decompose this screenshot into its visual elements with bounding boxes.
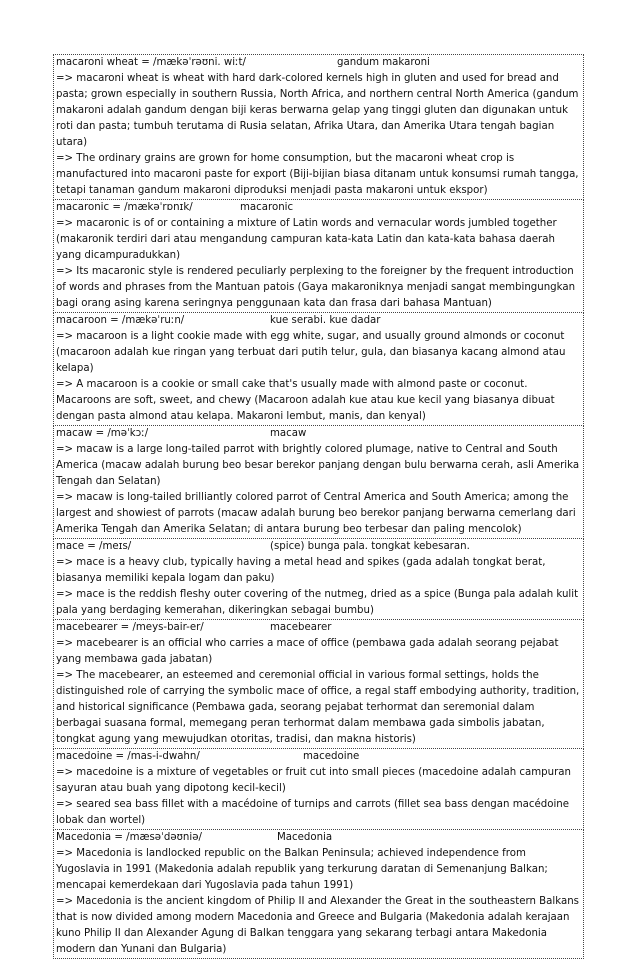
example-line: => Its macaronic style is rendered peculiarly perplexing to the foreigner by the frequent introduction of words and phrases from the Mantuan patois (Gaya makaroniknya menjadi sangat membingungkan bagi orang asing karena seringnya penggunaan kata dan frasa dari bahasa Mantuan) xyxy=(56,266,576,309)
example-line: => macaw is long-tailed brilliantly colored parrot of Central America and South America; among the largest and showiest of parrots (macaw adalah burung beo berekor panjang berwarna cemerlang dari Amerika Tengah dan Amerika Selatan; di antara burung beo terbesar dan paling mencolok) xyxy=(56,492,576,535)
entry-term: macaw = /məˈkɔː/ xyxy=(56,428,149,439)
definition-line: => mace is a heavy club, typically having a metal head and spikes (gada adalah tongkat berat, biasanya memiliki kepala logam dan paku) xyxy=(56,557,546,584)
definition-line: => Macedonia is landlocked republic on the Balkan Peninsula; achieved independence from Yugoslavia in 1991 (Makedonia adalah republik yang terkurung daratan di Semenanjung Balkan; mencapai kemerdekaan dari Yugoslavia pada tahun 1991) xyxy=(56,848,548,891)
entry-term: macaroon = /mækəˈruːn/ xyxy=(56,315,185,326)
entry-headline xyxy=(56,620,581,636)
entry-headline xyxy=(56,539,581,555)
entry-macaroon xyxy=(53,313,584,426)
entry-term: macedoine = /mas-i-dwahn/ xyxy=(56,751,200,762)
entry-term: mace = /meɪs/ xyxy=(56,541,132,552)
entry-headline xyxy=(56,426,581,442)
entry-headline xyxy=(56,55,581,71)
entry-headline xyxy=(56,200,581,216)
entry-macebearer xyxy=(53,620,584,749)
definition-line: => macebearer is an official who carries a mace of office (pembawa gada adalah seorang pejabat yang membawa gada jabatan) xyxy=(56,638,559,665)
entry-translation: macebearer xyxy=(270,622,332,633)
definition-line: => macaw is a large long-tailed parrot with brightly colored plumage, native to Central and South America (macaw adalah burung beo besar berekor panjang dengan bulu berwarna cerah, asli Amerika Tengah dan Selatan) xyxy=(56,444,580,487)
vocabulary-list xyxy=(53,54,584,959)
definition-line: => macedoine is a mixture of vegetables or fruit cut into small pieces (macedoine adalah campuran sayuran atau buah yang dipotong kecil-kecil) xyxy=(56,767,571,794)
entry-translation: macaronic xyxy=(240,202,294,213)
entry-term: Macedonia = /mæsəˈdəʊniə/ xyxy=(56,832,202,843)
entry-macedoine xyxy=(53,749,584,830)
example-line: => Macedonia is the ancient kingdom of Philip II and Alexander the Great in the southeastern Balkans that is now divided among modern Macedonia and Greece and Bulgaria (Makedonia adalah kerajaan kuno Philip II dan Alexander Agung di Balkan tenggara yang sekarang terbagi antara Makedonia modern dan Yunani dan Bulgaria) xyxy=(56,896,579,955)
entry-translation: gandum makaroni xyxy=(337,57,430,68)
entry-macedonia xyxy=(53,830,584,959)
entry-mace xyxy=(53,539,584,620)
entry-headline xyxy=(56,313,581,329)
definition-line: => macaronic is of or containing a mixture of Latin words and vernacular words jumbled together (makaronik terdiri dari atau mengandung campuran kata-kata Latin dan kata-kata bahasa daerah yang dicampuradukkan) xyxy=(56,218,557,261)
definition-line: => macaroni wheat is wheat with hard dark-colored kernels high in gluten and used for bread and pasta; grown especially in southern Russia, North Africa, and northern central North America (gandum makaroni adalah gandum dengan biji keras berwarna gelap yang tinggi gluten dan digunakan untuk roti dan pasta; tumbuh terutama di Rusia selatan, Afrika Utara, dan Amerika Utara tengah bagian utara) xyxy=(56,73,579,148)
definition-line: => macaroon is a light cookie made with egg white, sugar, and usually ground almonds or coconut (macaroon adalah kue ringan yang terbuat dari putih telur, gula, dan biasanya kacang almond atau kelapa) xyxy=(56,331,566,374)
entry-translation: Macedonia xyxy=(277,832,333,843)
example-line: => mace is the reddish fleshy outer covering of the nutmeg, dried as a spice (Bunga pala adalah kulit pala yang berdaging kemerahan, dikeringkan sebagai bumbu) xyxy=(56,589,579,616)
example-line: => The macebearer, an esteemed and ceremonial official in various formal settings, holds the distinguished role of carrying the symbolic mace of office, a regal staff embodying authority, tradition, and historical significance (Pembawa gada, seorang pejabat terhormat dan seremonial dalam berbagai suasana formal, memegang peran terhormat dalam membawa gada simbolis jabatan, tongkat agung yang mewujudkan otoritas, tradisi, dan makna historis) xyxy=(56,670,580,745)
entry-headline xyxy=(56,830,581,846)
entry-macaronic xyxy=(53,200,584,313)
entry-macaroni-wheat xyxy=(53,54,584,200)
entry-term: macebearer = /meys-bair-er/ xyxy=(56,622,204,633)
entry-headline xyxy=(56,749,581,765)
example-line: => A macaroon is a cookie or small cake that's usually made with almond paste or coconut. Macaroons are soft, sweet, and chewy (Macaroon adalah kue atau kue kecil yang biasanya dibuat dengan pasta almond atau kelapa. Makaroni lembut, manis, dan kenyal) xyxy=(56,379,555,422)
entry-translation: macedoine xyxy=(303,751,360,762)
entry-term: macaronic = /mækəˈrɒnɪk/ xyxy=(56,202,193,213)
entry-translation: (spice) bunga pala. tongkat kebesaran. xyxy=(270,541,470,552)
entry-term: macaroni wheat = /mækəˈrəʊni. wiːt/ xyxy=(56,57,246,68)
example-line: => The ordinary grains are grown for home consumption, but the macaroni wheat crop is manufactured into macaroni paste for export (Biji-bijian biasa ditanam untuk konsumsi rumah tangga, tetapi tanaman gandum makaroni diproduksi menjadi pasta makaroni untuk ekspor) xyxy=(56,153,579,196)
entry-translation: macaw xyxy=(270,428,307,439)
entry-macaw xyxy=(53,426,584,539)
example-line: => seared sea bass fillet with a macédoine of turnips and carrots (fillet sea bass dengan macédoine lobak dan wortel) xyxy=(56,799,569,826)
entry-translation: kue serabi. kue dadar xyxy=(270,315,381,326)
